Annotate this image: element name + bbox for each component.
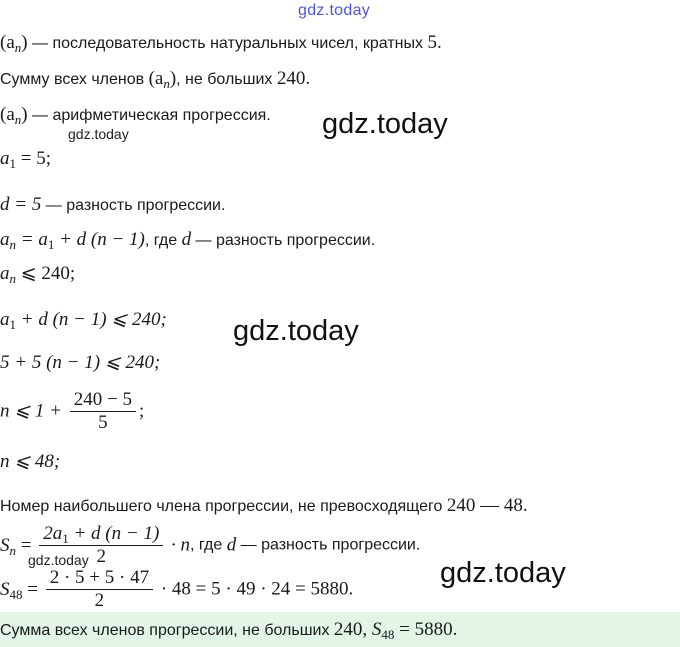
watermark-mid-1: gdz.today — [322, 108, 448, 140]
text: — разность прогрессии. — [191, 232, 376, 249]
math-s48-lhs: $S_{48}$ = — [0, 578, 43, 602]
line-a1 — [0, 148, 51, 171]
text: — последовательность натуральных чисел, кратных — [27, 35, 428, 52]
line-ineq3 — [0, 389, 144, 434]
math-s48-tail: · 48 = 5 · 49 · 24 = 5880. — [156, 578, 354, 600]
line-task — [0, 68, 310, 91]
fraction: $\frac{2a_1 + d (n - 1)}{2}$ — [39, 523, 163, 568]
math-seq: $(a_n)$ — [0, 104, 28, 127]
text: — разность прогрессии. — [41, 197, 226, 214]
text: , где — [144, 232, 182, 249]
math-a1: $a_1 = 5$; — [0, 148, 51, 171]
watermark-small-2: gdz.today — [28, 552, 89, 568]
math-five: 5. — [427, 32, 442, 53]
watermark-top: gdz.today — [298, 2, 371, 19]
watermark-mid-2: gdz.today — [233, 315, 359, 347]
math-an-le: $a_n$ ⩽ 240; — [0, 263, 76, 286]
line-d — [0, 194, 225, 217]
line-sequence-definition — [0, 32, 442, 55]
math-ineq3-lhs: n ⩽ 1 + — [0, 400, 67, 422]
text: Номер наибольшего члена прогрессии, не превосходящего — [0, 498, 447, 515]
math-end: ; — [138, 400, 145, 422]
math-d: d = 5 — [0, 194, 42, 215]
line-ineq1 — [0, 309, 167, 332]
watermark-mid-3: gdz.today — [440, 557, 566, 589]
line-largest-member — [0, 495, 528, 518]
math-sn-lhs: $S_n$ = — [0, 534, 37, 558]
math-seq: $(a_n)$ — [148, 68, 177, 91]
math-240: 240. — [276, 68, 311, 89]
math-answer: 240, $S_{48} = 5880$. — [333, 619, 458, 642]
text: — разность прогрессии. — [236, 536, 421, 554]
text: Сумма всех членов прогрессии, не больших — [0, 622, 334, 639]
math-ineq1: $a_1 + d$ (n − 1) ⩽ 240; — [0, 309, 167, 332]
math-seq: $(a_n)$ — [0, 32, 28, 55]
math-d: d — [181, 229, 192, 250]
line-ineq2 — [0, 352, 160, 375]
line-ineq4 — [0, 451, 60, 474]
line-an-formula — [0, 229, 375, 252]
text: , не больших — [176, 71, 277, 88]
line-an-le — [0, 263, 75, 286]
fraction: $\frac{240 - 5}{5}$ — [70, 389, 136, 434]
math-d: d — [226, 534, 237, 556]
line-arithmetic — [0, 104, 271, 127]
text: , где — [190, 536, 227, 554]
math-ineq4: n ⩽ 48; — [0, 451, 61, 472]
math-ineq2: 5 + 5 (n − 1) ⩽ 240; — [0, 352, 161, 373]
line-answer — [0, 619, 457, 642]
fraction: $\frac{2 \cdot 5 + 5 \cdot 47}{2}$ — [46, 567, 153, 612]
line-s48 — [0, 567, 353, 612]
math-largest: 240 — 48. — [446, 495, 528, 516]
watermark-small-1: gdz.today — [68, 126, 129, 142]
math-sn-tail: · n — [166, 534, 191, 556]
math-an: $a_n = a_1 + d$ (n − 1) — [0, 229, 145, 252]
text: Сумму всех членов — [0, 71, 149, 88]
text: — арифметическая прогрессия. — [27, 107, 271, 124]
